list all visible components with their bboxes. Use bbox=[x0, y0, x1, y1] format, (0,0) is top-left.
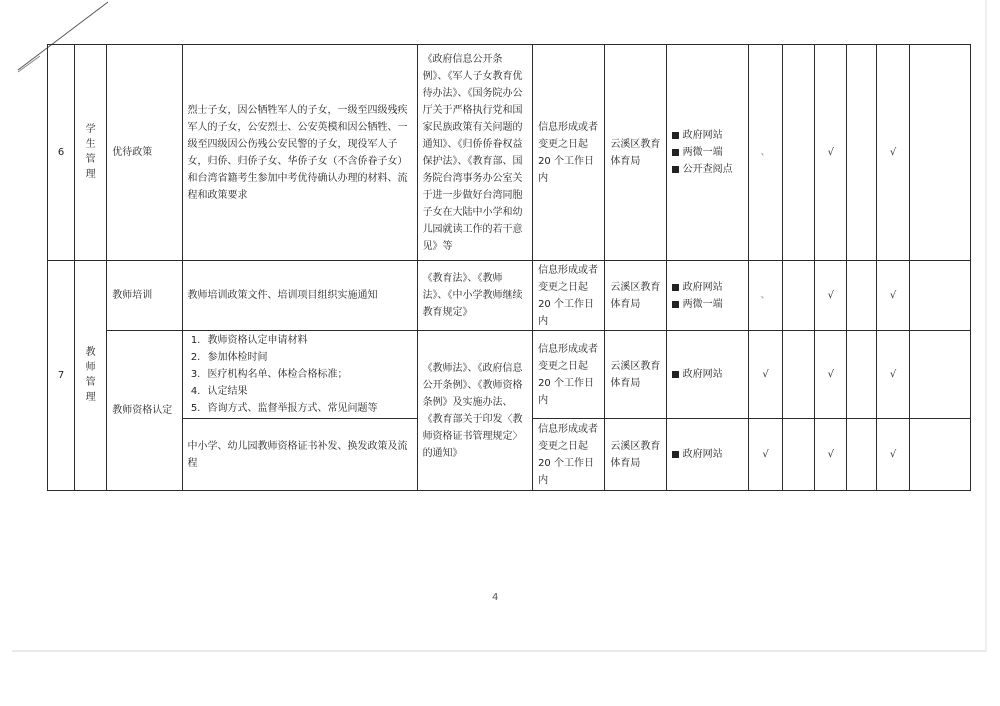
mark-cell bbox=[847, 45, 877, 261]
channel-list bbox=[672, 279, 743, 313]
mark-cell bbox=[748, 419, 782, 491]
mark-cell bbox=[815, 261, 847, 331]
list-item: 4. 认定结果 bbox=[204, 383, 412, 400]
list-item: 5. 咨询方式、监督举报方式、常见问题等 bbox=[204, 400, 412, 417]
check-mark: √ bbox=[889, 147, 897, 158]
mark: 、 bbox=[760, 290, 771, 301]
item-cell: 教师资格认定 bbox=[107, 331, 182, 491]
mark-cell bbox=[783, 331, 815, 419]
mark-cell bbox=[847, 261, 877, 331]
channels-cell bbox=[666, 261, 748, 331]
square-bullet-icon bbox=[672, 166, 679, 173]
mark-cell bbox=[877, 45, 909, 261]
page-number: 4 bbox=[492, 592, 499, 603]
mark-cell bbox=[877, 331, 909, 419]
list-item bbox=[672, 161, 743, 178]
check-mark: √ bbox=[889, 369, 897, 380]
channels-cell bbox=[666, 419, 748, 491]
basis-cell: 《教育法》、《教师法》、《中小学教师继续教育规定》 bbox=[417, 261, 533, 331]
channel-label: 两微一端 bbox=[682, 147, 723, 158]
item-cell: 教师培训 bbox=[107, 261, 182, 331]
square-bullet-icon bbox=[672, 371, 679, 378]
channels-cell bbox=[666, 331, 748, 419]
scan-edge-bottom bbox=[12, 650, 986, 652]
mark-cell bbox=[748, 331, 782, 419]
check-mark: √ bbox=[827, 290, 834, 301]
content-cell: 教师培训政策文件、培训项目组织实施通知 bbox=[182, 261, 417, 331]
table-row bbox=[48, 261, 971, 331]
channel-list bbox=[672, 366, 743, 383]
seq-cell: 7 bbox=[48, 261, 75, 491]
list-item bbox=[672, 296, 743, 313]
mark-cell bbox=[748, 45, 782, 261]
mark-cell bbox=[847, 331, 877, 419]
list-item bbox=[672, 366, 743, 383]
mark-cell bbox=[815, 331, 847, 419]
subject-cell: 云溪区教育体育局 bbox=[605, 419, 666, 491]
list-item bbox=[672, 279, 743, 296]
channels-cell bbox=[666, 45, 748, 261]
remarks-cell bbox=[909, 419, 970, 491]
mark-cell bbox=[783, 45, 815, 261]
mark: 、 bbox=[760, 147, 771, 158]
channel-list bbox=[672, 127, 743, 178]
seq-cell: 6 bbox=[48, 45, 75, 261]
subject-cell: 云溪区教育体育局 bbox=[605, 331, 666, 419]
mark-cell bbox=[815, 419, 847, 491]
mark-cell bbox=[783, 261, 815, 331]
channel-label: 两微一端 bbox=[682, 298, 723, 310]
category-cell bbox=[75, 261, 107, 491]
list-item bbox=[672, 446, 743, 463]
channel-label: 公开查阅点 bbox=[682, 164, 733, 175]
time-cell: 信息形成或者变更之日起 20 个工作日内 bbox=[533, 419, 605, 491]
check-mark: √ bbox=[889, 449, 897, 460]
table-row bbox=[48, 331, 971, 419]
remarks-cell bbox=[909, 261, 970, 331]
mark-cell bbox=[877, 419, 909, 491]
remarks-cell bbox=[909, 45, 970, 261]
scan-edge-right bbox=[985, 0, 987, 652]
category-text: 教师管理 bbox=[85, 347, 96, 403]
channel-list bbox=[672, 446, 743, 463]
requirement-list bbox=[188, 332, 412, 417]
list-item: 1. 教师资格认定申请材料 bbox=[204, 332, 412, 349]
list-item bbox=[672, 127, 743, 144]
mark-cell bbox=[815, 45, 847, 261]
channel-label: 政府网站 bbox=[682, 369, 723, 380]
check-mark: √ bbox=[762, 369, 769, 380]
check-mark: √ bbox=[827, 147, 834, 158]
check-mark: √ bbox=[889, 290, 897, 301]
mark-cell bbox=[748, 261, 782, 331]
mark-cell bbox=[847, 419, 877, 491]
square-bullet-icon bbox=[672, 149, 679, 156]
remarks-cell bbox=[909, 331, 970, 419]
square-bullet-icon bbox=[672, 301, 679, 308]
subject-cell: 云溪区教育体育局 bbox=[605, 261, 666, 331]
content-cell: 中小学、幼儿园教师资格证书补发、换发政策及流程 bbox=[182, 419, 417, 491]
time-cell: 信息形成或者变更之日起 20 个工作日内 bbox=[533, 331, 605, 419]
channel-label: 政府网站 bbox=[682, 281, 723, 293]
category-cell bbox=[75, 45, 107, 261]
check-mark: √ bbox=[827, 369, 834, 380]
channel-label: 政府网站 bbox=[682, 130, 723, 141]
content-cell bbox=[182, 331, 417, 419]
basis-cell: 《教师法》、《政府信息公开条例》、《教师资格条例》及实施办法、《教育部关于印发〈教师资格证书管理规定〉的通知》 bbox=[417, 331, 533, 491]
check-mark: √ bbox=[827, 449, 834, 460]
time-cell: 信息形成或者变更之日起 20 个工作日内 bbox=[533, 261, 605, 331]
table-row bbox=[48, 45, 971, 261]
item-cell: 优待政策 bbox=[107, 45, 182, 261]
mark-cell bbox=[877, 261, 909, 331]
square-bullet-icon bbox=[672, 284, 679, 291]
subject-cell: 云溪区教育体育局 bbox=[605, 45, 666, 261]
mark-cell bbox=[783, 419, 815, 491]
square-bullet-icon bbox=[672, 451, 679, 458]
channel-label: 政府网站 bbox=[682, 449, 723, 460]
basis-cell: 《政府信息公开条例》、《军人子女教育优待办法》、《国务院办公厅关于严格执行党和国家民族政策有关问题的通知》、《归侨侨眷权益保护法》、《教育部、国务院台湾事务办公室关于进一步做好台湾同胞子女在大陆中小学和幼儿园就读工作的若干意见》等 bbox=[417, 45, 533, 261]
list-item: 3. 医疗机构名单、体检合格标准； bbox=[204, 366, 412, 383]
content-cell: 烈士子女，因公牺牲军人的子女，一级至四级残疾军人的子女，公安烈士、公安英模和因公牺牲、一级至四级因公伤残公安民警的子女，现役军人子女，归侨、归侨子女、华侨子女（不含侨眷子女）和台湾省籍考生参加中考优待确认办理的材料、流程和政策要求 bbox=[182, 45, 417, 261]
time-cell: 信息形成或者变更之日起 20 个工作日内 bbox=[533, 45, 605, 261]
check-mark: √ bbox=[762, 449, 769, 460]
list-item bbox=[672, 144, 743, 161]
disclosure-table bbox=[47, 44, 971, 491]
square-bullet-icon bbox=[672, 132, 679, 139]
category-text: 学生管理 bbox=[85, 124, 96, 180]
list-item: 2. 参加体检时间 bbox=[204, 349, 412, 366]
